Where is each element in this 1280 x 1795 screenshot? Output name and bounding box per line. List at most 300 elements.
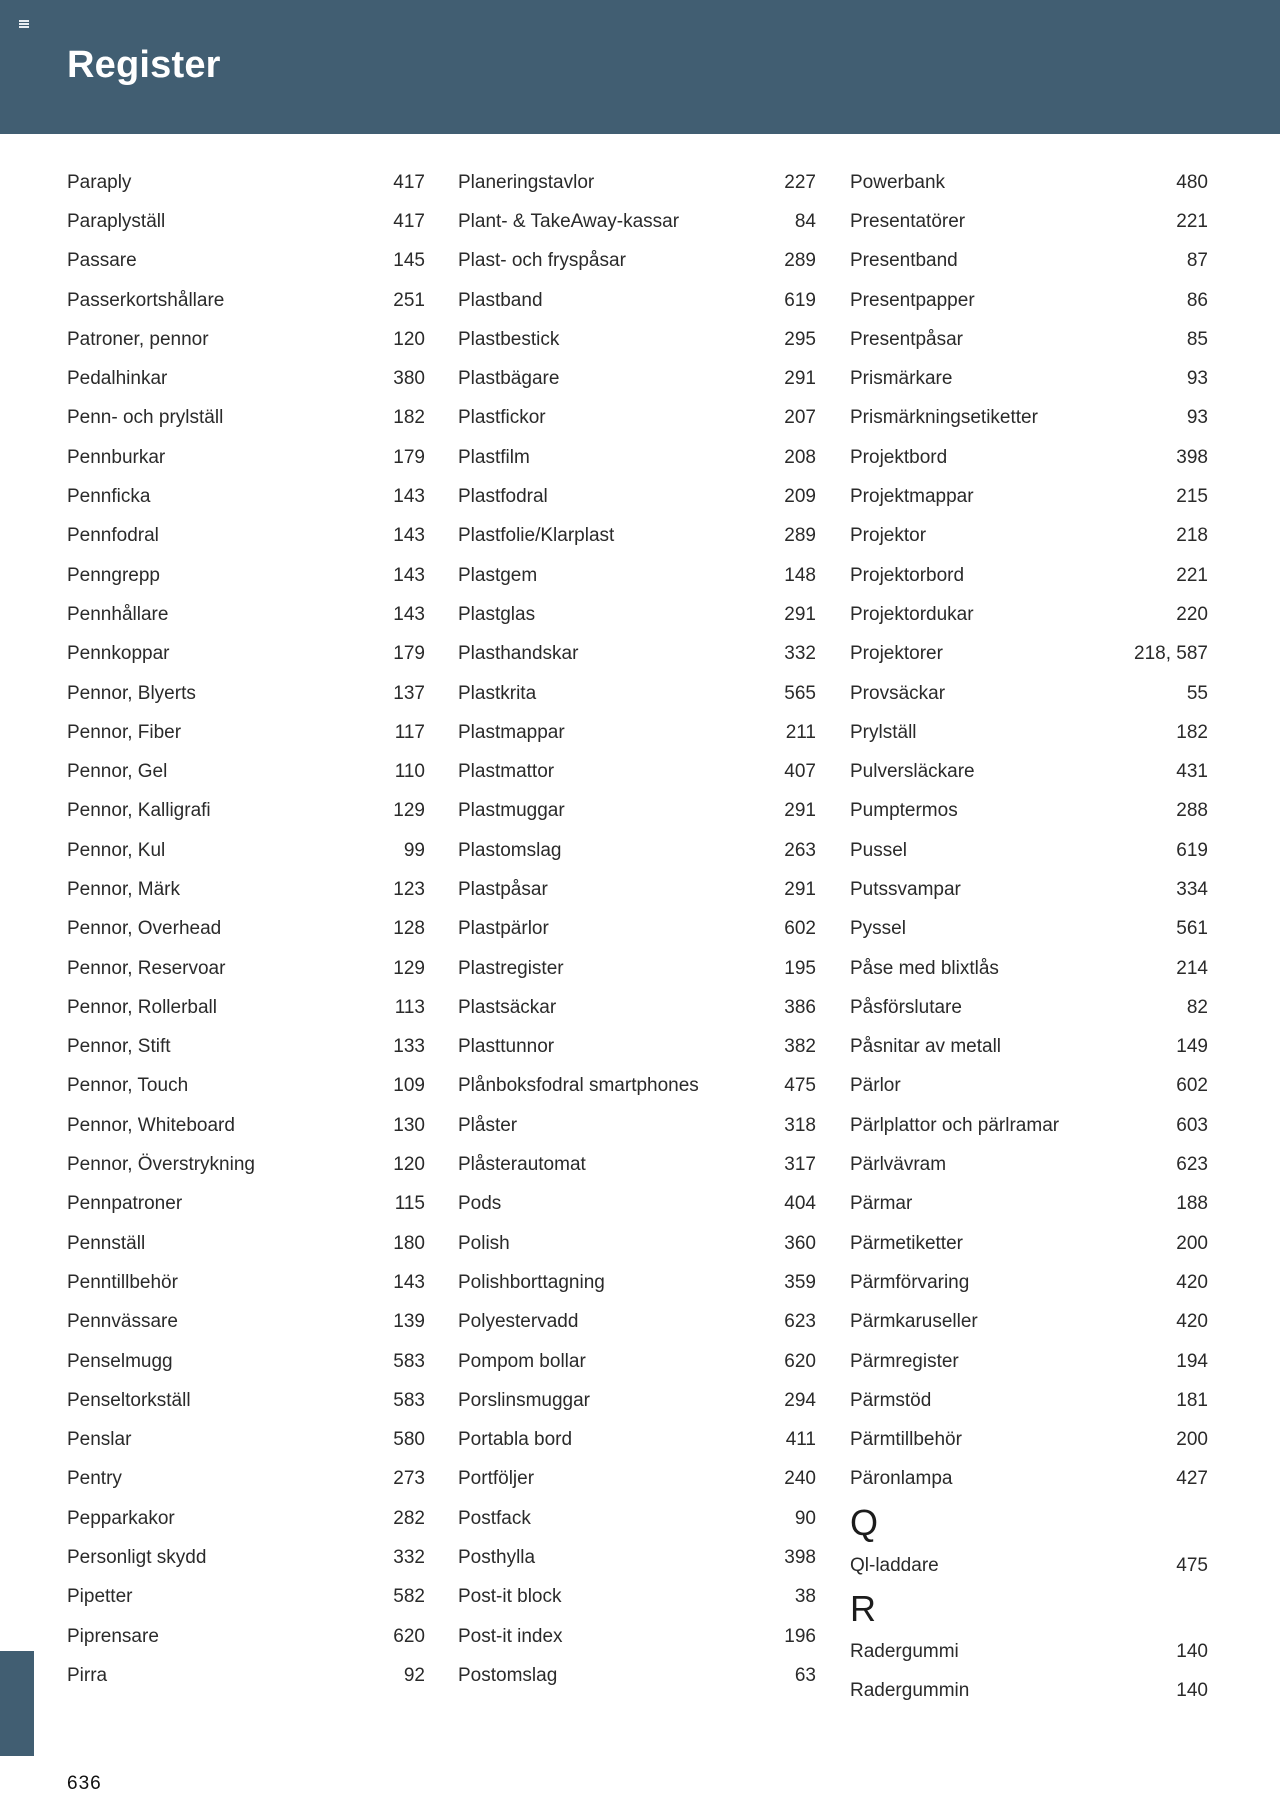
index-entry [458,438,816,477]
index-term: Pennor, Stift [67,1036,171,1058]
index-entry [67,1460,425,1499]
index-page: 93 [1186,407,1208,429]
index-entry [458,1421,816,1460]
index-entry [850,1028,1208,1067]
index-entry [850,1263,1208,1302]
index-term: Pärmar [850,1193,913,1215]
index-term: Penseltorkställ [67,1389,191,1411]
index-term: Pennor, Märk [67,878,180,900]
index-term: Plastfilm [458,446,530,468]
index-entry [67,1145,425,1184]
index-page: 475 [1176,1554,1208,1576]
index-term: Pussel [850,839,908,861]
index-term: Planeringstavlor [458,171,595,193]
index-page: 109 [393,1075,425,1097]
index-page: 200 [1176,1232,1208,1254]
index-page: 620 [393,1625,425,1647]
index-page: 251 [393,289,425,311]
index-entry [458,674,816,713]
index-entry [67,1185,425,1224]
index-entry [67,438,425,477]
index-page: 179 [393,446,425,468]
index-page: 411 [785,1429,816,1451]
index-term: Pennvässare [67,1311,178,1333]
index-page: 291 [784,603,816,625]
index-page: 220 [1176,603,1208,625]
index-term: Plastsäckar [458,996,557,1018]
index-entry [67,1303,425,1342]
index-term: Paraplyställ [67,210,166,232]
index-page: 407 [784,761,816,783]
index-entry [67,1067,425,1106]
index-page: 382 [784,1036,816,1058]
index-entry [67,674,425,713]
index-entry [850,1460,1208,1499]
index-page: 227 [784,171,816,193]
index-term: Pompom bollar [458,1350,586,1372]
index-entry [850,320,1208,359]
index-term: Prylställ [850,721,917,743]
index-page: 218, 587 [1134,643,1208,665]
index-term: Plastmuggar [458,800,565,822]
index-entry [67,831,425,870]
index-entry [458,752,816,791]
index-page: 580 [393,1429,425,1451]
index-entry [458,517,816,556]
index-entry [67,870,425,909]
index-entry [458,1656,816,1695]
index-page: 417 [393,171,425,193]
index-entry [850,910,1208,949]
index-entry [458,595,816,634]
index-entry [458,281,816,320]
section-letter: R [850,1587,876,1629]
index-page: 143 [393,603,425,625]
index-entry [850,1106,1208,1145]
index-term: Pennställ [67,1232,146,1254]
index-entry [850,477,1208,516]
index-page: 359 [784,1271,816,1293]
index-term: Pennor, Gel [67,761,168,783]
index-term: Plastbestick [458,328,560,350]
index-entry [458,359,816,398]
index-term: Pennor, Överstrykning [67,1154,255,1176]
index-term: Portföljer [458,1468,535,1490]
index-term: Pennor, Rollerball [67,996,217,1018]
page-title: Register [67,44,221,86]
index-page: 332 [393,1547,425,1569]
index-page: 288 [1176,800,1208,822]
index-entry [67,517,425,556]
index-page: 143 [393,1271,425,1293]
index-page: 129 [393,957,425,979]
index-entry [458,399,816,438]
index-page: 282 [393,1507,425,1529]
index-entry [67,1381,425,1420]
index-page: 273 [393,1468,425,1490]
index-term: Pipetter [67,1586,133,1608]
index-page: 215 [1176,486,1208,508]
index-page: 115 [394,1193,425,1215]
index-entry [850,831,1208,870]
index-term: Projektbord [850,446,948,468]
index-entry [458,713,816,752]
index-column-3 [850,163,1208,1711]
index-term: Pennfodral [67,525,159,547]
index-term: Plånboksfodral smartphones [458,1075,699,1097]
index-term: Pentry [67,1468,122,1490]
index-entry [850,1546,1208,1585]
index-entry [850,1421,1208,1460]
index-term: Pedalhinkar [67,368,168,390]
index-page: 195 [784,957,816,979]
index-page: 480 [1176,171,1208,193]
index-term: Penngrepp [67,564,160,586]
index-page: 123 [393,878,425,900]
index-entry [67,949,425,988]
index-term: Pepparkakor [67,1507,175,1529]
index-term: Radergummi [850,1641,959,1663]
index-entry [67,320,425,359]
index-term: Pärmkaruseller [850,1311,978,1333]
index-entry [67,988,425,1027]
index-term: Plastfodral [458,486,548,508]
index-entry [458,1145,816,1184]
index-term: Penn- och prylställ [67,407,224,429]
index-entry [850,359,1208,398]
index-page: 565 [784,682,816,704]
index-page: 207 [784,407,816,429]
index-entry [67,752,425,791]
index-term: Paraply [67,171,132,193]
index-term: Påsnitar av metall [850,1036,1002,1058]
page-header [0,0,1280,134]
index-term: Pennor, Reservoar [67,957,226,979]
index-term: Projektorbord [850,564,965,586]
index-term: Putssvampar [850,878,961,900]
index-entry [850,1342,1208,1381]
index-entry [458,1499,816,1538]
index-page: 86 [1186,289,1208,311]
index-page: 113 [394,996,425,1018]
index-term: Plasttunnor [458,1036,555,1058]
index-entry [850,517,1208,556]
index-page: 209 [784,486,816,508]
index-page: 137 [393,682,425,704]
index-page: 92 [403,1664,425,1686]
index-entry [458,477,816,516]
index-entry [850,281,1208,320]
index-page: 133 [393,1036,425,1058]
index-page: 99 [403,839,425,861]
index-page: 143 [393,486,425,508]
index-column-2 [458,163,816,1696]
index-page: 475 [784,1075,816,1097]
index-term: Pirra [67,1664,108,1686]
index-page: 623 [1176,1154,1208,1176]
index-page: 140 [1176,1680,1208,1702]
index-term: Polyestervadd [458,1311,579,1333]
index-entry [458,792,816,831]
index-entry [458,320,816,359]
index-term: Pärlvävram [850,1154,947,1176]
index-page: 583 [393,1350,425,1372]
index-page: 130 [393,1114,425,1136]
index-page: 214 [1176,957,1208,979]
index-term: Plastband [458,289,543,311]
index-page: 360 [784,1232,816,1254]
index-page: 619 [1176,839,1208,861]
index-page: 289 [784,525,816,547]
index-term: Pennor, Overhead [67,918,222,940]
index-entry [850,1672,1208,1711]
index-term: Prismärkare [850,368,953,390]
index-page: 180 [393,1232,425,1254]
index-term: Plasthandskar [458,643,579,665]
index-page: 84 [794,210,816,232]
index-entry [67,792,425,831]
index-entry [67,556,425,595]
index-page: 417 [393,210,425,232]
index-page: 93 [1186,368,1208,390]
index-page: 148 [784,564,816,586]
index-term: Plastbägare [458,368,560,390]
menu-icon[interactable] [19,20,29,28]
index-page: 143 [393,564,425,586]
index-term: Personligt skydd [67,1547,207,1569]
index-term: Projektorer [850,643,943,665]
index-term: Pennkoppar [67,643,170,665]
index-page: 398 [784,1547,816,1569]
index-entry [850,595,1208,634]
index-term: Projektor [850,525,927,547]
index-term: Pennor, Whiteboard [67,1114,235,1136]
index-term: Pennor, Touch [67,1075,189,1097]
index-entry [458,163,816,202]
index-term: Radergummin [850,1680,970,1702]
index-term: Pärmtillbehör [850,1429,962,1451]
index-entry [67,1342,425,1381]
index-term: Pennor, Fiber [67,721,182,743]
index-page: 182 [393,407,425,429]
index-term: Polishborttagning [458,1271,605,1293]
index-entry [458,635,816,674]
index-page: 623 [784,1311,816,1333]
index-entry [67,1617,425,1656]
index-term: Post-it index [458,1625,563,1647]
index-term: Penntillbehör [67,1271,178,1293]
index-entry [850,202,1208,241]
index-term: Plastgem [458,564,538,586]
index-page: 240 [784,1468,816,1490]
index-term: Plastfickor [458,407,546,429]
index-entry [67,595,425,634]
index-term: Plastfolie/Klarplast [458,525,615,547]
side-tab [0,1651,34,1756]
index-page: 404 [784,1193,816,1215]
index-page: 398 [1176,446,1208,468]
index-term: Postomslag [458,1664,558,1686]
index-term: Posthylla [458,1547,536,1569]
index-entry [458,1224,816,1263]
index-term: Pods [458,1193,502,1215]
index-term: Passare [67,250,137,272]
index-entry [458,202,816,241]
index-page: 85 [1186,328,1208,350]
index-page: 431 [1176,761,1208,783]
index-page: 291 [784,368,816,390]
index-page: 221 [1176,564,1208,586]
index-term: Plastkrita [458,682,537,704]
index-entry [850,988,1208,1027]
index-entry [67,202,425,241]
index-entry [458,910,816,949]
index-term: Påsförslutare [850,996,962,1018]
index-entry [850,163,1208,202]
index-page: 263 [784,839,816,861]
index-entry [850,399,1208,438]
index-entry [850,556,1208,595]
index-page: 140 [1176,1641,1208,1663]
index-entry [458,988,816,1027]
index-entry [458,1067,816,1106]
index-entry [850,1224,1208,1263]
index-entry [458,1185,816,1224]
index-page: 289 [784,250,816,272]
index-term: Plåster [458,1114,518,1136]
index-page: 294 [784,1389,816,1411]
index-term: Plant- & TakeAway-kassar [458,210,680,232]
index-entry [67,399,425,438]
index-page: 139 [393,1311,425,1333]
index-term: Presentpåsar [850,328,964,350]
index-page: 386 [784,996,816,1018]
index-term: Projektordukar [850,603,974,625]
index-page: 143 [393,525,425,547]
index-term: Powerbank [850,171,946,193]
index-page: 561 [1176,918,1208,940]
index-entry [458,242,816,281]
index-page: 295 [784,328,816,350]
index-term: Pärmetiketter [850,1232,963,1254]
index-page: 420 [1176,1271,1208,1293]
index-term: Plastmattor [458,761,555,783]
index-entry [67,1224,425,1263]
index-page: 211 [785,721,816,743]
index-page: 218 [1176,525,1208,547]
index-page: 87 [1186,250,1208,272]
index-term: Piprensare [67,1625,159,1647]
index-entry [67,1028,425,1067]
index-term: Plastpärlor [458,918,549,940]
index-entry [67,1656,425,1695]
index-entry [67,242,425,281]
index-entry [67,1106,425,1145]
index-term: Plastglas [458,603,536,625]
index-entry [67,359,425,398]
index-entry [850,752,1208,791]
index-page: 63 [794,1664,816,1686]
index-page: 318 [784,1114,816,1136]
index-term: Pärmförvaring [850,1271,970,1293]
index-page: 602 [1176,1075,1208,1097]
index-page: 82 [1186,996,1208,1018]
index-entry [850,1067,1208,1106]
index-term: Päronlampa [850,1468,953,1490]
index-term: Pennpatroner [67,1193,183,1215]
index-term: Pärmstöd [850,1389,932,1411]
page-number: 636 [67,1773,102,1794]
index-term: Passerkortshållare [67,289,225,311]
index-entry [850,1381,1208,1420]
index-term: Portabla bord [458,1429,573,1451]
index-entry [67,1578,425,1617]
index-page: 291 [784,878,816,900]
index-term: Plåsterautomat [458,1154,586,1176]
index-term: Pyssel [850,918,906,940]
index-page: 620 [784,1350,816,1372]
index-page: 194 [1176,1350,1208,1372]
index-entry [850,713,1208,752]
index-entry [458,1578,816,1617]
index-page: 380 [393,368,425,390]
index-page: 208 [784,446,816,468]
index-page: 120 [393,1154,425,1176]
index-entry [67,1421,425,1460]
index-term: Penslar [67,1429,132,1451]
index-entry [850,635,1208,674]
index-term: Provsäckar [850,682,946,704]
index-entry [67,713,425,752]
index-entry [850,438,1208,477]
index-entry [850,1185,1208,1224]
index-entry [458,1538,816,1577]
index-entry [850,1145,1208,1184]
index-page: 317 [784,1154,816,1176]
index-page: 129 [393,800,425,822]
index-page: 200 [1176,1429,1208,1451]
index-entry [458,1106,816,1145]
index-entry [458,556,816,595]
index-page: 196 [784,1625,816,1647]
index-entry [458,1617,816,1656]
index-term: Presentpapper [850,289,975,311]
index-term: Pärmregister [850,1350,959,1372]
index-term: Plastomslag [458,839,562,861]
index-page: 55 [1186,682,1208,704]
index-entry [67,281,425,320]
index-column-1 [67,163,425,1696]
index-entry [850,792,1208,831]
index-page: 582 [393,1586,425,1608]
index-page: 179 [393,643,425,665]
index-page: 420 [1176,1311,1208,1333]
index-entry [458,949,816,988]
index-entry [850,242,1208,281]
index-term: Penselmugg [67,1350,173,1372]
index-entry [67,477,425,516]
index-term: Pärlor [850,1075,901,1097]
index-page: 221 [1176,210,1208,232]
index-term: Pennburkar [67,446,166,468]
index-term: Presentatörer [850,210,966,232]
index-entry [458,1342,816,1381]
index-term: Post-it block [458,1586,562,1608]
index-entry [458,831,816,870]
index-page: 120 [393,328,425,350]
index-entry [458,1381,816,1420]
index-entry [850,1303,1208,1342]
